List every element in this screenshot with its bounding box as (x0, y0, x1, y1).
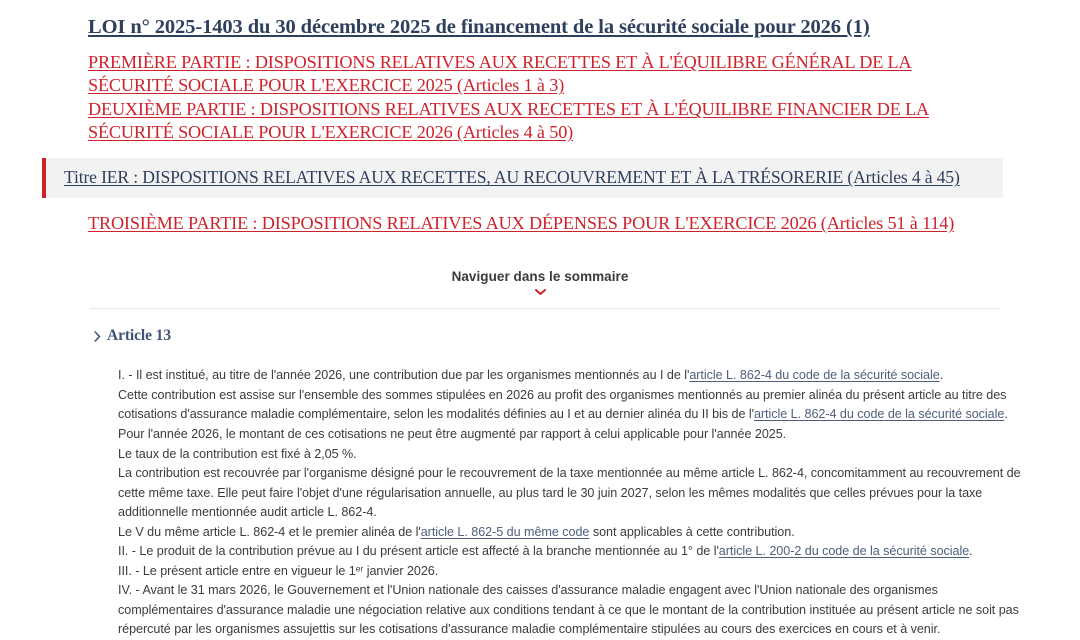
toc-link-premiere-partie[interactable]: PREMIÈRE PARTIE : DISPOSITIONS RELATIVES AUX RECETTES ET À L'ÉQUILIBRE GÉNÉRAL DE LA SÉCURITÉ SOCIALE POUR L'EXERCICE 2025 (Articles 1 à 3) (88, 52, 912, 96)
section-divider (90, 308, 1000, 309)
article-paragraph (118, 562, 1028, 582)
article-paragraph (118, 542, 1028, 562)
toc-link-troisieme-partie[interactable]: TROISIÈME PARTIE : DISPOSITIONS RELATIVES AUX DÉPENSES POUR L'EXERCICE 2026 (Articles 51 à 114) (88, 213, 955, 234)
ordinal-superscript: er (355, 563, 364, 574)
article-paragraph (118, 581, 1028, 640)
article-text: . (969, 544, 973, 559)
article-text: IV. - Avant le 31 mars 2026, le Gouvernement et l'Union nationale des caisses d'assurance maladie engagent avec l'Union nationale des organismes complémentaires d'assurance maladie une négociation relative aux conditions tendant à ce que le montant de la contribution instituée au présent article ne soit pas répercuté par les organismes assujettis sur les cotisations d'assurance maladie complémentaire stipulées au cours des exercices en cours et à venir. (118, 583, 1019, 637)
article-text: Le taux de la contribution est fixé à 2,05 %. (118, 446, 357, 461)
article-title[interactable]: Article 13 (107, 327, 171, 345)
article-text: Le V du même article L. 862-4 et le premier alinéa de l' (118, 524, 421, 539)
toc-link-titre-ier[interactable]: Titre IER : DISPOSITIONS RELATIVES AUX RECETTES, AU RECOUVREMENT ET À LA TRÉSORERIE (Articles 4 à 45) (64, 167, 960, 188)
article-reference-link[interactable]: article L. 862-4 du code de la sécurité sociale (753, 407, 1005, 422)
article-text: La contribution est recouvrée par l'organisme désigné pour le recouvrement de la taxe mentionnée au même article L. 862-4, concomitamment au recouvrement de cette même taxe. Elle peut faire l'objet d'une régularisation annuelle, au plus tard le 30 juin 2027, selon les mêmes modalités que celles prévues pour la taxe additionnelle mentionnée audit article L. 862-4. (118, 466, 1021, 520)
article-reference-link[interactable]: article L. 200-2 du code de la sécurité sociale (718, 544, 970, 559)
summary-section-lower (0, 212, 1080, 235)
chevron-right-icon[interactable] (94, 331, 101, 342)
article-text: III. - Le présent article entre en vigueur le 1 (118, 563, 356, 578)
summary-section (0, 0, 1080, 144)
toc-link-deuxieme-partie[interactable]: DEUXIÈME PARTIE : DISPOSITIONS RELATIVES AUX RECETTES ET À L'ÉQUILIBRE FINANCIER DE LA SÉCURITÉ SOCIALE POUR L'EXERCICE 2026 (Articles 4 à 50) (88, 99, 930, 143)
article-text: . (939, 368, 944, 383)
law-title-link[interactable]: LOI n° 2025-1403 du 30 décembre 2025 de financement de la sécurité sociale pour 2026 (1) (88, 16, 870, 38)
article-body (118, 366, 1028, 639)
article-paragraph (118, 386, 1028, 445)
titre-ier-block (42, 158, 1003, 198)
article-header[interactable] (94, 327, 1080, 345)
article-paragraph (118, 464, 1028, 523)
article-text: I. - Il est institué, au titre de l'année 2026, une contribution due par les organismes mentionnés au I de l' (118, 368, 690, 383)
article-text: janvier 2026. (363, 563, 439, 578)
chevron-down-icon[interactable] (535, 289, 546, 295)
article-paragraph (118, 445, 1028, 465)
article-text: Cette contribution est assise sur l'ensemble des sommes stipulées en 2026 au profit des organismes mentionnés au premier alinéa du présent article au titre des cotisations d'assurance maladie complémentaire, selon les modalités définies au I et au dernier alinéa du II bis de l' (118, 387, 1007, 422)
article-text: sont applicables à cette contribution. (589, 524, 795, 539)
article-reference-link[interactable]: article L. 862-4 du code de la sécurité sociale (689, 368, 940, 383)
navigate-summary-label[interactable]: Naviguer dans le sommaire (451, 269, 629, 285)
navigate-summary[interactable] (0, 269, 1080, 295)
article-text: II. - Le produit de la contribution prévue au I du présent article est affecté à la branche mentionnée au 1° de l' (118, 544, 719, 559)
article-text: . Pour l'année 2026, le montant de ces cotisations ne peut être augmenté par rapport à celui applicable pour l'année 2025. (118, 407, 1008, 441)
article-paragraph (118, 366, 1028, 386)
article-reference-link[interactable]: article L. 862-5 du même code (420, 524, 590, 539)
article-paragraph (118, 523, 1028, 543)
